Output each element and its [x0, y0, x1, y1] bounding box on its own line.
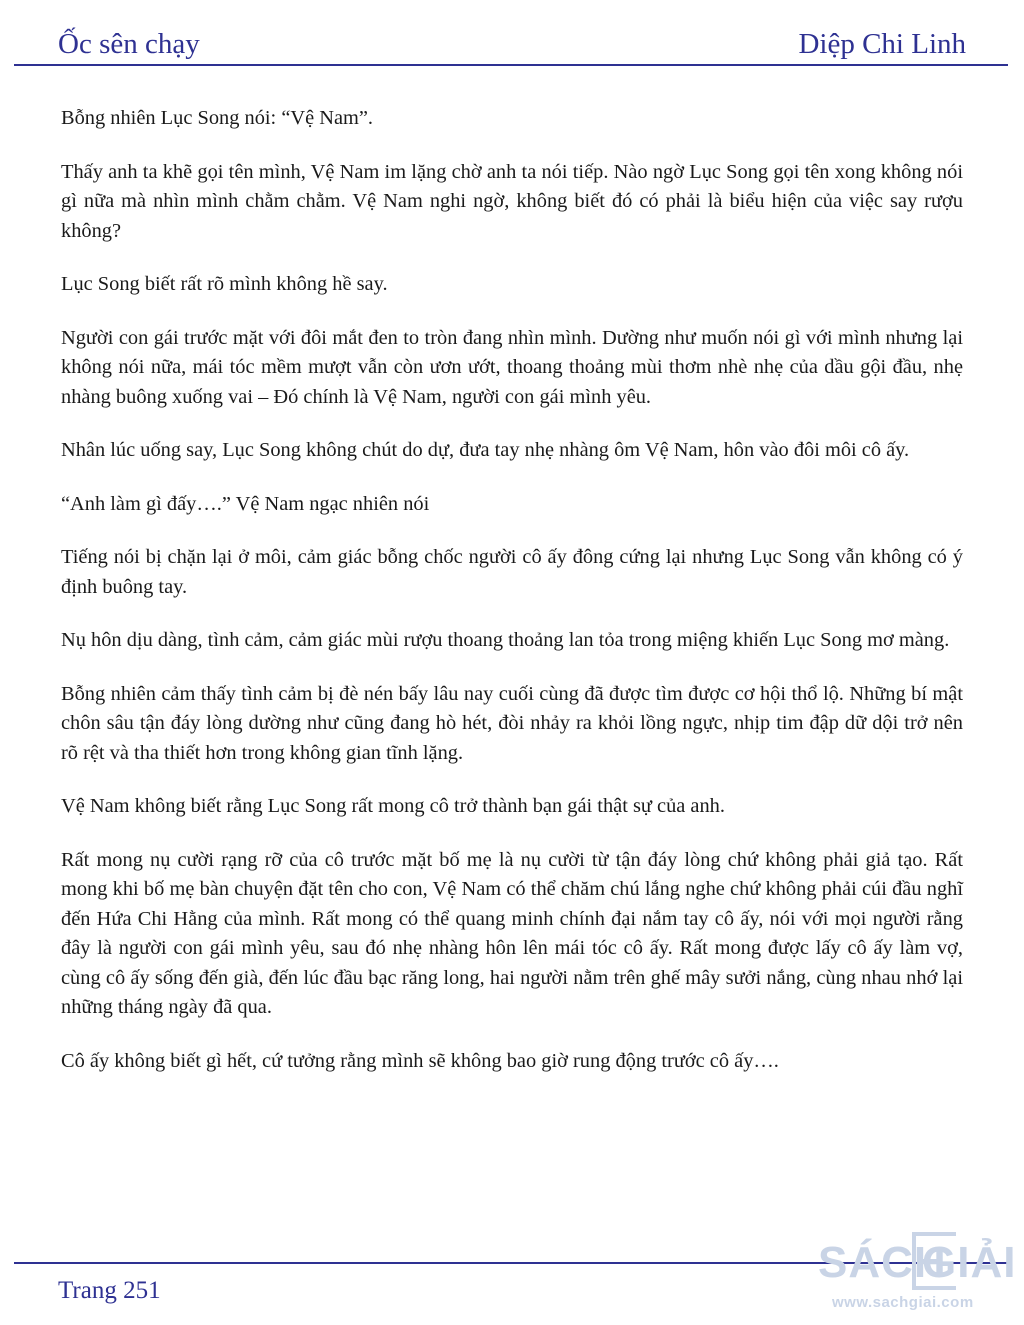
paragraph: Cô ấy không biết gì hết, cứ tưởng rằng mình sẽ không bao giờ rung động trước cô ấy…. [61, 1049, 779, 1072]
paragraph: Tiếng nói bị chặn lại ở môi, cảm giác bỗng chốc người cô ấy đông cứng lại nhưng Lục Song vẫn không có ý định buông tay. [61, 546, 963, 598]
watermark-brand-left: SÁCH [818, 1238, 947, 1287]
paragraph: Bỗng nhiên Lục Song nói: “Vệ Nam”. [61, 107, 374, 129]
header-author-name: Diệp Chi Linh [798, 28, 966, 60]
paragraph: Nụ hôn dịu dàng, tình cảm, cảm giác mùi rượu thoang thoảng lan tỏa trong miệng khiến Lục Song mơ màng. [61, 629, 950, 651]
paragraph: Bỗng nhiên cảm thấy tình cảm bị đè nén bấy lâu nay cuối cùng đã được tìm được cơ hội thổ lộ. Những bí mật chôn sâu tận đáy lòng dường như cũng đang hò hét, đòi nhảy ra khỏi lồng ngực, nhịp tim đập dữ dội trở nên rõ rệt và tha thiết hơn trong không gian tĩnh lặng. [61, 682, 963, 764]
paragraph: Vệ Nam không biết rằng Lục Song rất mong cô trở thành bạn gái thật sự của anh. [61, 795, 725, 817]
watermark-url: www.sachgiai.com [832, 1294, 974, 1311]
header-book-title: Ốc sên chạy [58, 28, 200, 60]
paragraph: Rất mong nụ cười rạng rỡ của cô trước mặt bố mẹ là nụ cười từ tận đáy lòng chứ không phải giả tạo. Rất mong khi bố mẹ bàn chuyện đặt tên cho con, Vệ Nam có thể chăm chú lắng nghe chứ không phải cúi đầu nghĩ đến Hứa Chi Hằng của mình. Rất mong có thể quang minh chính đại nắm tay cô ấy, nói với mọi người rằng đây là người con gái mình yêu, sau đó nhẹ nhàng hôn lên mái tóc cô ấy. Rất mong được lấy cô ấy làm vợ, cùng cô ấy sống đến già, đến lúc đầu bạc răng long, hai người nằm trên ghế mây sưởi nắng, cùng nhau nhớ lại những tháng ngày đã qua. [61, 848, 963, 1018]
body-text [61, 104, 963, 1100]
paragraph: Lục Song biết rất rõ mình không hề say. [61, 273, 388, 295]
header-divider [14, 64, 1008, 66]
paragraph: Nhân lúc uống say, Lục Song không chút do dự, đưa tay nhẹ nhàng ôm Vệ Nam, hôn vào đôi môi cô ấy. [61, 439, 910, 461]
page-number: Trang 251 [58, 1277, 161, 1304]
watermark-brand-right: GIẢI [922, 1238, 1017, 1287]
watermark-logo [818, 1230, 1018, 1320]
paragraph: Thấy anh ta khẽ gọi tên mình, Vệ Nam im lặng chờ anh ta nói tiếp. Nào ngờ Lục Song gọi tên xong không nói gì nữa mà nhìn mình chằm chằm. Vệ Nam nghi ngờ, không biết đó có phải là biểu hiện của việc say rượu không? [61, 160, 963, 242]
paragraph: “Anh làm gì đấy….” Vệ Nam ngạc nhiên nói [61, 492, 430, 515]
paragraph: Người con gái trước mặt với đôi mắt đen to tròn đang nhìn mình. Dường như muốn nói gì với mình nhưng lại không nói nữa, mái tóc mềm mượt vẫn còn ươn ướt, thoang thoảng mùi thơm nhè nhẹ của dầu gội đầu, nhẹ nhàng buông xuống vai – Đó chính là Vệ Nam, người con gái mình yêu. [61, 326, 963, 408]
